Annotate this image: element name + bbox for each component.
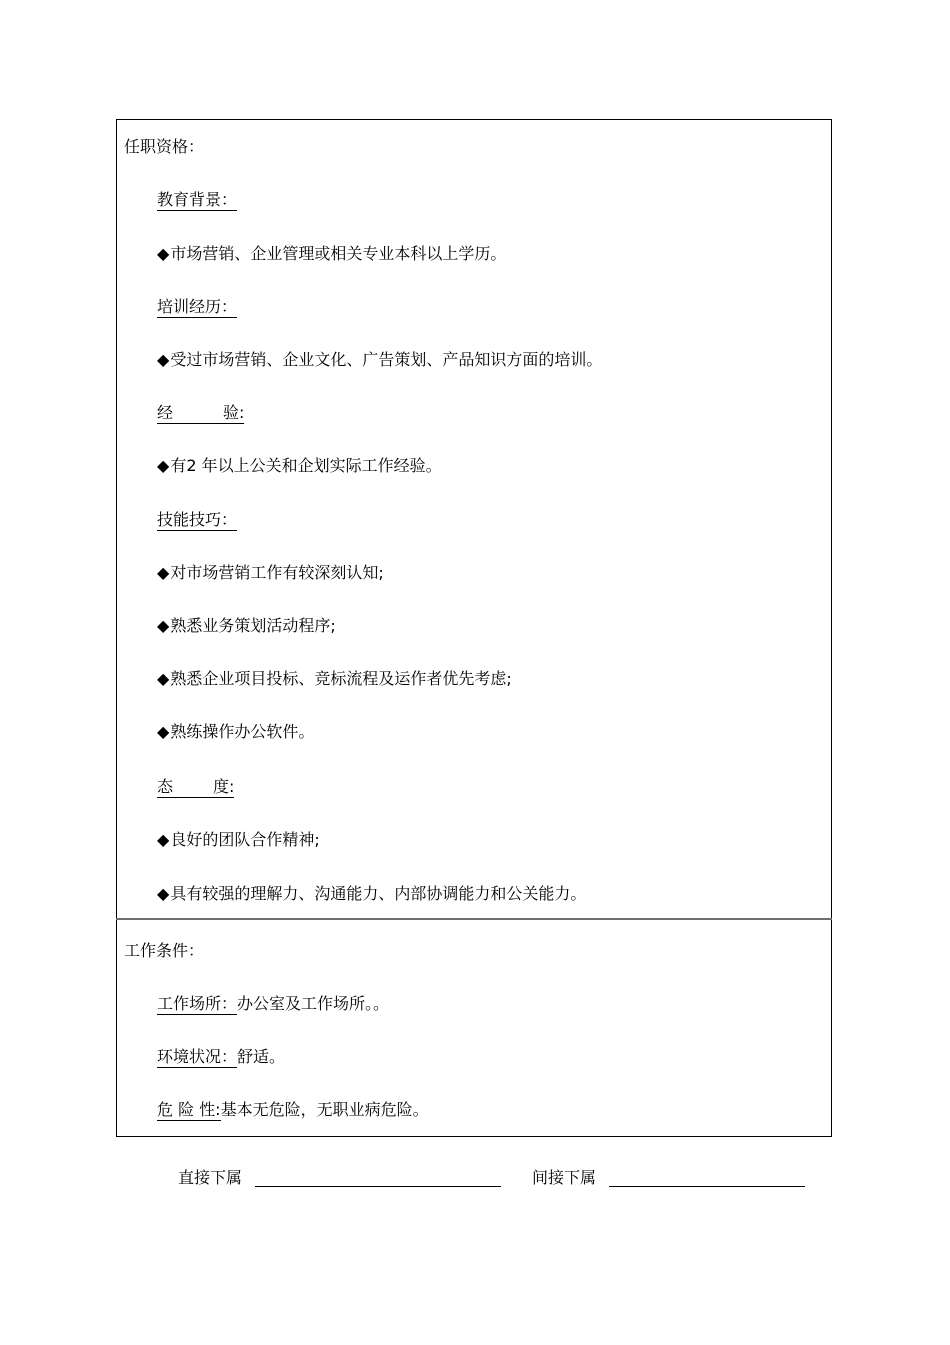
environment-label: 环境状况： <box>157 1047 238 1066</box>
workplace-value: 办公室及工作场所。。 <box>237 994 390 1013</box>
hazard-row <box>157 1100 429 1121</box>
diamond-bullet-icon: ◆ <box>157 350 170 369</box>
skills-item <box>157 669 512 689</box>
experience-label <box>157 403 244 424</box>
attitude-item-text: 良好的团队合作精神; <box>170 830 320 849</box>
qualifications-heading: 任职资格： <box>124 137 205 156</box>
indirect-subordinates-field[interactable] <box>609 1186 805 1187</box>
attitude-item <box>157 830 320 850</box>
direct-subordinates-field[interactable] <box>255 1186 501 1187</box>
workplace-label: 工作场所： <box>157 994 238 1013</box>
skills-item-text: 熟悉业务策划活动程序; <box>170 616 336 635</box>
indirect-subordinates-label: 间接下属 <box>532 1168 597 1187</box>
skills-item <box>157 616 336 636</box>
education-item-text: 市场营销、企业管理或相关专业本科以上学历。 <box>170 244 507 263</box>
skills-item <box>157 722 314 742</box>
direct-subordinates-label: 直接下属 <box>178 1168 243 1187</box>
experience-item <box>157 456 442 476</box>
diamond-bullet-icon: ◆ <box>157 884 170 903</box>
experience-label-part-b: 验: <box>223 403 245 422</box>
attitude-item <box>157 884 586 904</box>
diamond-bullet-icon: ◆ <box>157 616 170 635</box>
experience-item-text: 有2 年以上公关和企划实际工作经验。 <box>170 456 442 475</box>
diamond-bullet-icon: ◆ <box>157 722 170 741</box>
hazard-label: 危 险 性: <box>157 1100 221 1119</box>
education-label: 教育背景： <box>157 190 238 209</box>
hazard-value: 基本无危险，无职业病危险。 <box>220 1100 429 1119</box>
education-label-row <box>157 190 237 211</box>
experience-label-row <box>157 403 244 424</box>
environment-value: 舒适。 <box>237 1047 286 1066</box>
skills-item <box>157 563 384 583</box>
skills-label-row <box>157 510 237 531</box>
attitude-label-row <box>157 777 234 798</box>
skills-label: 技能技巧： <box>157 510 238 529</box>
education-item <box>157 244 506 264</box>
conditions-heading: 工作条件： <box>124 941 205 960</box>
training-label: 培训经历： <box>157 297 238 316</box>
skills-item-text: 对市场营销工作有较深刻认知; <box>170 563 384 582</box>
diamond-bullet-icon: ◆ <box>157 563 170 582</box>
training-item <box>157 350 602 370</box>
training-label-row <box>157 297 237 318</box>
training-item-text: 受过市场营销、企业文化、广告策划、产品知识方面的培训。 <box>170 350 603 369</box>
diamond-bullet-icon: ◆ <box>157 456 170 475</box>
attitude-item-text: 具有较强的理解力、沟通能力、内部协调能力和公关能力。 <box>170 884 587 903</box>
section-divider <box>116 918 832 920</box>
attitude-label-part-b: 度: <box>213 777 235 796</box>
diamond-bullet-icon: ◆ <box>157 669 170 688</box>
diamond-bullet-icon: ◆ <box>157 244 170 263</box>
skills-item-text: 熟练操作办公软件。 <box>170 722 315 741</box>
environment-row <box>157 1047 285 1068</box>
diamond-bullet-icon: ◆ <box>157 830 170 849</box>
skills-item-text: 熟悉企业项目投标、竞标流程及运作者优先考虑; <box>170 669 512 688</box>
attitude-label <box>157 777 234 798</box>
workplace-row <box>157 994 389 1015</box>
experience-label-part-a: 经 <box>157 403 174 422</box>
attitude-label-part-a: 态 <box>157 777 174 796</box>
